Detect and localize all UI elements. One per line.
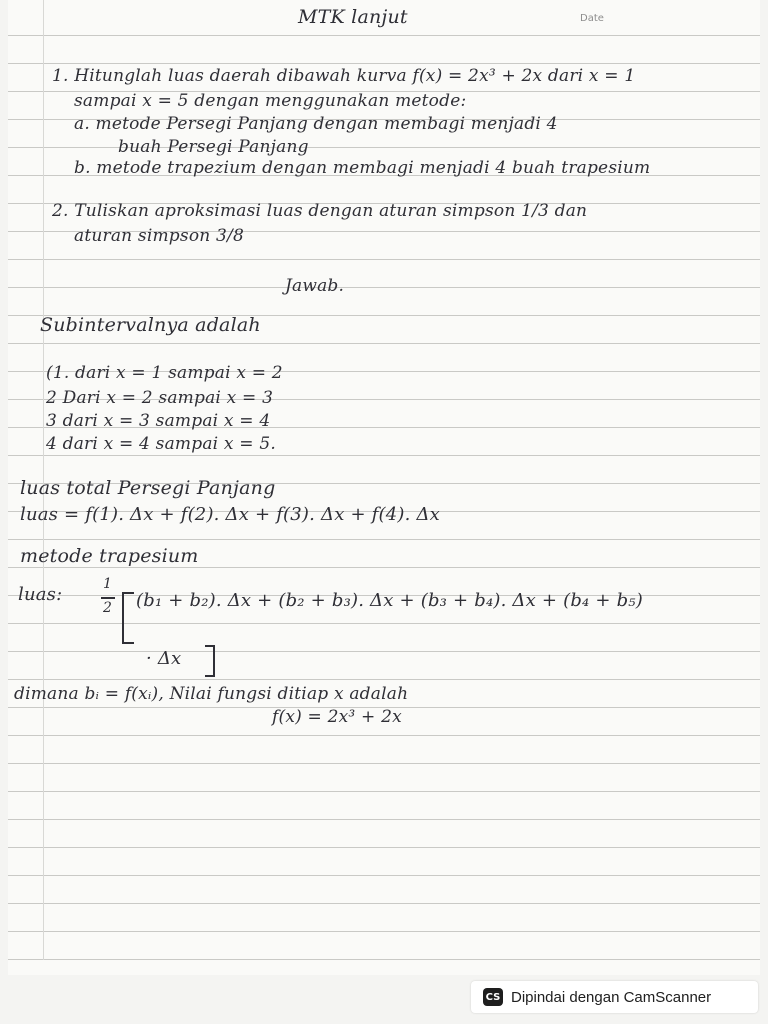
camscanner-text: Dipindai dengan CamScanner <box>511 988 712 1006</box>
trapezium-label: luas: <box>18 584 63 605</box>
open-bracket <box>122 592 134 644</box>
trapezium-heading: metode trapesium <box>20 545 199 567</box>
camscanner-watermark <box>471 981 758 1013</box>
fraction-bar <box>101 597 115 599</box>
page-title: MTK lanjut <box>298 6 408 28</box>
date-label: Date <box>580 13 604 24</box>
camscanner-logo-icon: CS <box>483 988 503 1006</box>
answer-heading: Jawab. <box>285 276 345 296</box>
half-numerator: 1 <box>103 576 113 592</box>
rectangle-total-heading: luas total Persegi Panjang <box>20 477 276 499</box>
close-bracket <box>205 645 215 677</box>
subinterval-2: 2 Dari x = 2 sampai x = 3 <box>46 388 274 408</box>
subinterval-heading: Subintervalnya adalah <box>40 314 261 336</box>
question-1a-line-1: a. metode Persegi Panjang dengan membagi menjadi 4 <box>74 114 558 134</box>
function-line: f(x) = 2x³ + 2x <box>272 707 402 727</box>
rectangle-formula: luas = f(1). Δx + f(2). Δx + f(3). Δx + f(4). Δx <box>20 504 441 525</box>
subinterval-1: (1. dari x = 1 sampai x = 2 <box>46 363 283 383</box>
question-1-line-1: 1. Hitunglah luas daerah dibawah kurva f(x) = 2x³ + 2x dari x = 1 <box>52 66 636 86</box>
subinterval-4: 4 dari x = 4 sampai x = 5. <box>46 434 276 454</box>
subinterval-3: 3 dari x = 3 sampai x = 4 <box>46 411 271 431</box>
half-denominator: 2 <box>103 600 113 616</box>
trapezium-formula-tail: · Δx <box>146 648 182 669</box>
question-2-line-2: aturan simpson 3/8 <box>74 226 244 246</box>
where-line: dimana bᵢ = f(xᵢ), Nilai fungsi ditiap x adalah <box>14 684 409 704</box>
question-1a-line-2: buah Persegi Panjang <box>118 137 309 157</box>
trapezium-formula: (b₁ + b₂). Δx + (b₂ + b₃). Δx + (b₃ + b₄). Δx + (b₄ + b₅) <box>136 590 643 611</box>
question-1-line-2: sampai x = 5 dengan menggunakan metode: <box>74 91 467 111</box>
question-1b: b. metode trapezium dengan membagi menjadi 4 buah trapesium <box>74 158 651 178</box>
question-2-line-1: 2. Tuliskan aproksimasi luas dengan aturan simpson 1/3 dan <box>52 201 588 221</box>
